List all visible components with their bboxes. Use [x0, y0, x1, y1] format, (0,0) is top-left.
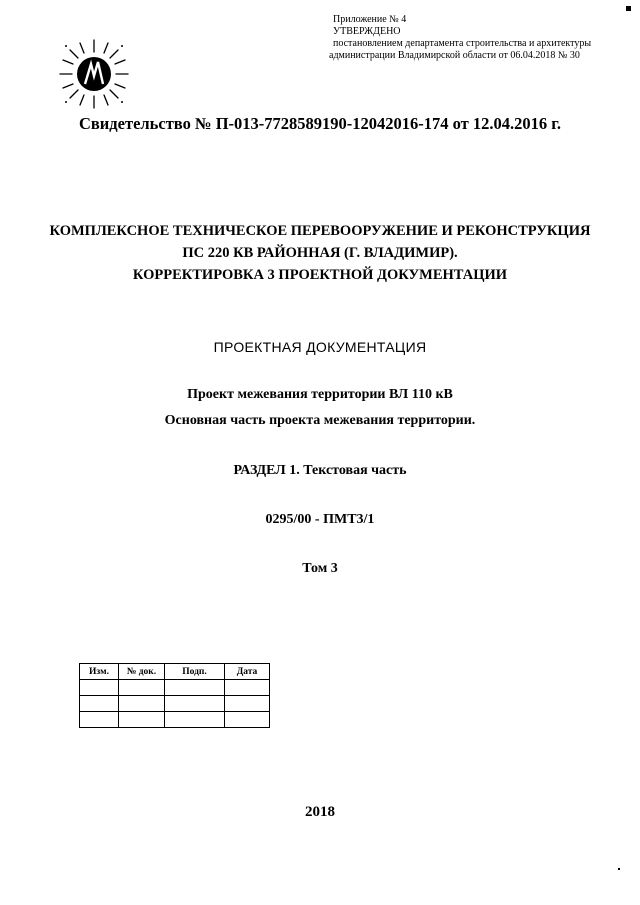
- appendix-label: Приложение № 4: [333, 14, 407, 25]
- company-logo-icon: [58, 38, 130, 110]
- table-row: [80, 696, 270, 712]
- approval-stamp: [329, 14, 592, 62]
- document-type: ПРОЕКТНАЯ ДОКУМЕНТАЦИЯ: [213, 339, 427, 355]
- header-signature: Подп.: [165, 664, 225, 680]
- document-title: [0, 220, 640, 286]
- decree-line-2: администрации Владимирской области от 06.04.2018 № 30: [329, 50, 580, 61]
- title-line-1: КОМПЛЕКСНОЕ ТЕХНИЧЕСКОЕ ПЕРЕВООРУЖЕНИЕ И РЕКОНСТРУКЦИЯ: [49, 223, 591, 239]
- project-line-2: Основная часть проекта межевания территории.: [164, 413, 476, 428]
- table-cell: [119, 712, 165, 728]
- header-change: Изм.: [80, 664, 119, 680]
- title-line-3: КОРРЕКТИРОВКА 3 ПРОЕКТНОЙ ДОКУМЕНТАЦИИ: [132, 267, 508, 283]
- table-cell: [119, 680, 165, 696]
- title-line-2: ПС 220 КВ РАЙОННАЯ (Г. ВЛАДИМИР).: [182, 245, 458, 261]
- table-cell: [80, 696, 119, 712]
- revision-table-header: [80, 664, 270, 680]
- header-doc-number: № док.: [119, 664, 165, 680]
- table-cell: [225, 696, 270, 712]
- table-cell: [80, 680, 119, 696]
- document-year: 2018: [305, 804, 335, 820]
- header-date: Дата: [225, 664, 270, 680]
- table-cell: [225, 712, 270, 728]
- table-cell: [165, 696, 225, 712]
- section-title: РАЗДЕЛ 1. Текстовая часть: [233, 463, 407, 478]
- table-cell: [165, 680, 225, 696]
- decree-line-1: постановлением департамента строительства и архитектуры: [333, 38, 592, 49]
- table-cell: [80, 712, 119, 728]
- project-name: [0, 382, 640, 434]
- approved-label: УТВЕРЖДЕНО: [333, 26, 401, 37]
- table-cell: [225, 680, 270, 696]
- table-row: [80, 712, 270, 728]
- table-cell: [165, 712, 225, 728]
- scan-corner-mark: [626, 6, 631, 11]
- table-row: [80, 680, 270, 696]
- certificate-number: Свидетельство № П-013-7728589190-12042016-174 от 12.04.2016 г.: [78, 114, 562, 133]
- project-line-1: Проект межевания территории ВЛ 110 кВ: [187, 387, 453, 402]
- volume-number: Том 3: [302, 561, 338, 576]
- revision-table: [79, 663, 270, 728]
- table-cell: [119, 696, 165, 712]
- scan-speck: [618, 868, 620, 870]
- document-code: 0295/00 - ПМТ3/1: [265, 512, 375, 527]
